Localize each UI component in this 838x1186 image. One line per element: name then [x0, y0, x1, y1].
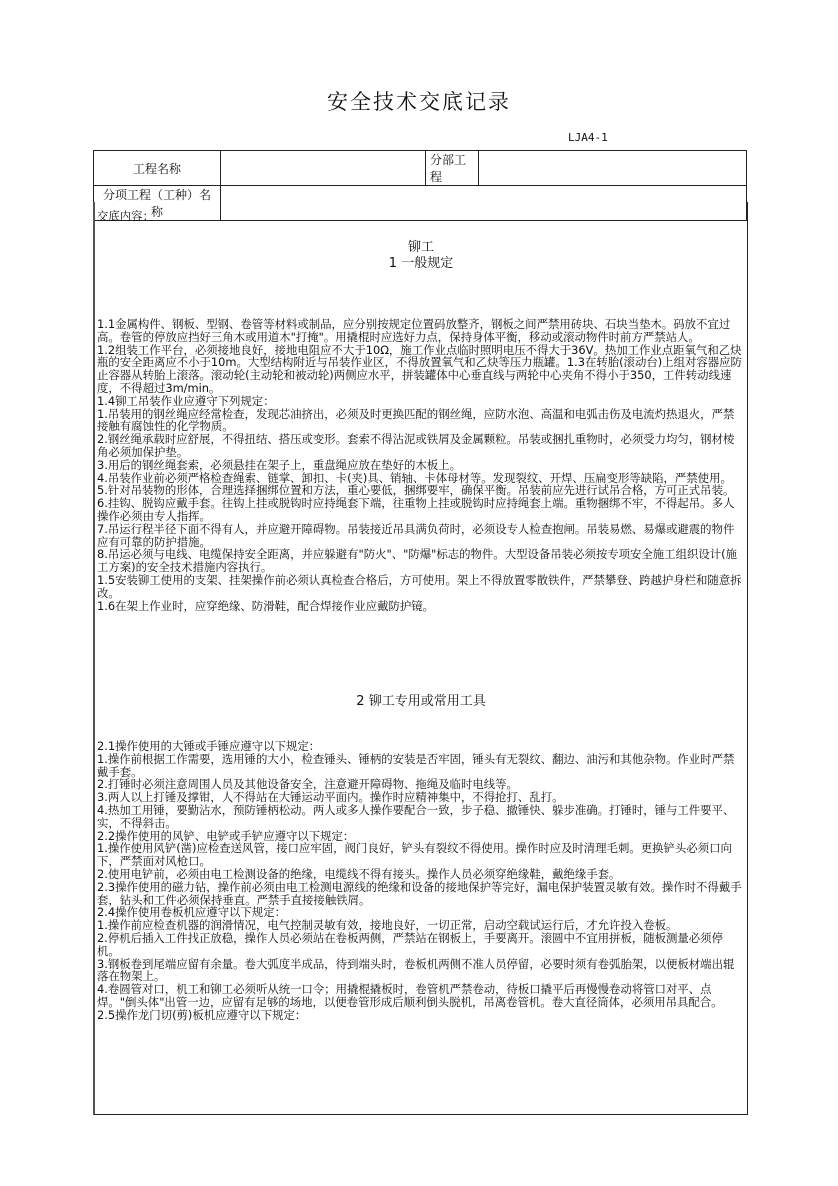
paragraph: 7.吊运行程半径下面不得有人，并应避开障碍物。吊装接近吊具满负荷时，必须设专人检查抱闸。吊装易燃、易爆或避震的物件应有可靠的防护措施。: [97, 521, 735, 549]
paragraph: 3.钢板卷到尾端应留有余量。卷大弧度半成品，待到端头时，卷板机两侧不准人员停留，必要时须有卷弧胎架，以便板材端出辊落在物架上。: [97, 956, 735, 984]
paragraph: 1.5安装铆工使用的支架、挂架操作前必须认真检查合格后，方可使用。架上不得放置零散铁件，严禁攀登、跨越护身栏和随意拆改。: [97, 572, 742, 600]
paragraph: 3.两人以上打锤及撑钳，人不得站在大锤运动平面内。操作时应精神集中，不得抢打、乱打。: [97, 790, 564, 805]
section2-heading: [95, 694, 747, 710]
paragraph: 5.针对吊装物的形体，合理选择捆绑位置和方法，重心要低，捆绑要牢，确保平衡。吊装前应先进行试吊合格，方可正式吊装。: [97, 483, 735, 498]
paragraph: 1.操作使用风铲(凿)应检查送风管，接口应牢固，阀门良好，铲头有裂纹不得使用。操作时应及时清理毛刺。更换铲头必须口向下，严禁面对风枪口。: [97, 841, 732, 869]
project-name-field[interactable]: [221, 151, 426, 186]
paragraph: 2.打锤时必须注意周围人员及其他设备安全，注意避开障碍物、拖绳及临时电线等。: [97, 777, 518, 792]
division-field[interactable]: [479, 151, 747, 186]
paragraph: 2.使用电铲前，必须由电工检测设备的绝缘，电缆线不得有接头。操作人员必须穿绝缘鞋，戴绝缘手套。: [97, 866, 621, 881]
paragraph: 2.2操作使用的风铲、电铲或手铲应遵守以下规定：: [97, 828, 355, 843]
paragraph: 2.停机后插入工件找正放稳，操作人员必须站在卷板两侧，严禁站在钢板上，手要离开。滚圆中不宜用拼板，随板测量必须停机。: [97, 930, 723, 958]
paragraph: 4.卷圆管对口，机工和铆工必须听从统一口令；用撬棍撬板时，卷管机严禁卷动，待板口撬平后再慢慢卷动将管口对平、点焊。"倒头体"出管一边，应留有足够的场地，以便卷管形成后顺利倒头脱机，吊离卷管机。卷大直径筒体，必须用吊具配合。: [97, 982, 723, 1009]
paragraph: 4.热加工用锤，要勤沾水，预防锤柄松动。两人或多人操作要配合一致，步子稳、撤锤快、躲步准确。打锤时，锤与工件要平、实，不得斜击。: [97, 802, 735, 830]
paragraph: 1.吊装用的钢丝绳应经常检查，发现芯油挤出，必须及时更换匹配的钢丝绳，应防水泡、高温和电弧击伤及电流灼热退火，严禁接触有腐蚀性的化学物质。: [97, 406, 735, 434]
paragraph: 4.吊装作业前必须严格检查绳索、链掌、卸扣、卡(夹)具、销轴、卡体母材等。发现裂纹、开焊、压扁变形等缺陷，严禁使用。: [97, 470, 732, 485]
section2-title: 2 铆工专用或常用工具: [356, 694, 486, 709]
paragraph: 2.5操作龙门切(剪)板机应遵守以下规定：: [97, 1007, 307, 1022]
content-area: [93, 202, 748, 1115]
section2-paragraphs: [97, 740, 743, 1022]
subitem-label: 分项工程（工种）名称: [94, 186, 221, 221]
paragraph: 1.2组装工作平台，必须接地良好，接地电阻应不大于10Ω，施工作业点临时照明电压不得大于36V。热加工作业点距氧气和乙炔瓶的安全距离应不小于10m。大型结构附近与吊装作业区，不得放置氧气和乙炔等压力瓶罐。1.3在转胎(滚动台)上组对容器应防止容器从转胎上滚落。滚动轮(主动轮和被动轮)两侧应水平，拼装罐体中心垂直线与两轮中心夹角不得小于350，工件转动线速度，不得超过3m/min。: [97, 342, 742, 395]
paragraph: 6.挂钩、脱钩应戴手套。往钩上挂或脱钩时应持绳套下端，往重物上挂或脱钩时应持绳套上端。重物捆绑不牢，不得起吊。多人操作必须由专人指挥。: [97, 496, 735, 523]
paragraph: 2.1操作使用的大锤或手锤应遵守以下规定：: [97, 739, 321, 753]
paragraph: 1.操作前应检查机器的润滑情况，电气控制灵敏有效，接地良好，一切正常，启动空载试运行后，才允许投入卷板。: [97, 918, 678, 933]
section1-title: 1 一般规定: [388, 256, 454, 271]
content-label: 交底内容：: [97, 209, 154, 223]
paragraph: 2.3操作使用的磁力钻，操作前必须由电工检测电源线的绝缘和设备的接地保护等完好，漏电保护装置灵敏有效。操作时不得戴手套，钻头和工件必须保持垂直。严禁手直接接触铁屑。: [97, 879, 742, 907]
paragraph: 1.操作前根据工作需要，选用锤的大小，检查锤头、锤柄的安装是否牢固，锤头有无裂纹、翻边、油污和其他杂物。作业时严禁戴手套。: [97, 751, 735, 779]
trade-title: 铆工: [407, 240, 434, 255]
form-code: LJA4-1: [568, 131, 608, 144]
division-label: 分部工程: [426, 151, 479, 186]
paragraph: 8.吊运必须与电线、电缆保持安全距离，并应躲避有"防火"、"防爆"标志的物件。大型设备吊装必须按专项安全施工组织设计(施工方案)的安全技术措施内容执行。: [97, 547, 737, 575]
paragraph: 1.6在架上作业时，应穿绝缘、防滑鞋，配合焊接作业应戴防护镜。: [97, 598, 435, 613]
section1-paragraphs: [97, 318, 743, 612]
project-name-label: 工程名称: [94, 151, 221, 186]
paragraph: 1.4铆工吊装作业应遵守下列规定：: [97, 393, 275, 408]
paragraph: 2.钢丝绳承载时应舒展，不得扭结、搭压或变形。套索不得沾泥或铁屑及金属颗粒。吊装或捆扎重物时，必须受力均匀，钢材棱角必须加保护垫。: [97, 432, 735, 459]
document-title: 安全技术交底记录: [327, 90, 511, 114]
paragraph: 1.1金属构件、钢板、型钢、卷管等材料或制品，应分别按规定位置码放整齐，钢板之间严禁用砖块、石块当垫木。码放不宜过高。卷管的停放应挡好三角木或用道木"打掩"。用撬棍时应选好力点，保持身体平衡，移动或滚动物件时前方严禁站人。: [97, 317, 731, 344]
paragraph: 2.4操作使用卷板机应遵守以下规定：: [97, 905, 286, 920]
section1-heading: [95, 240, 747, 272]
paragraph: 3.用后的钢丝绳套索，必须悬挂在架子上，重盘绳应放在垫好的木板上。: [97, 457, 461, 472]
